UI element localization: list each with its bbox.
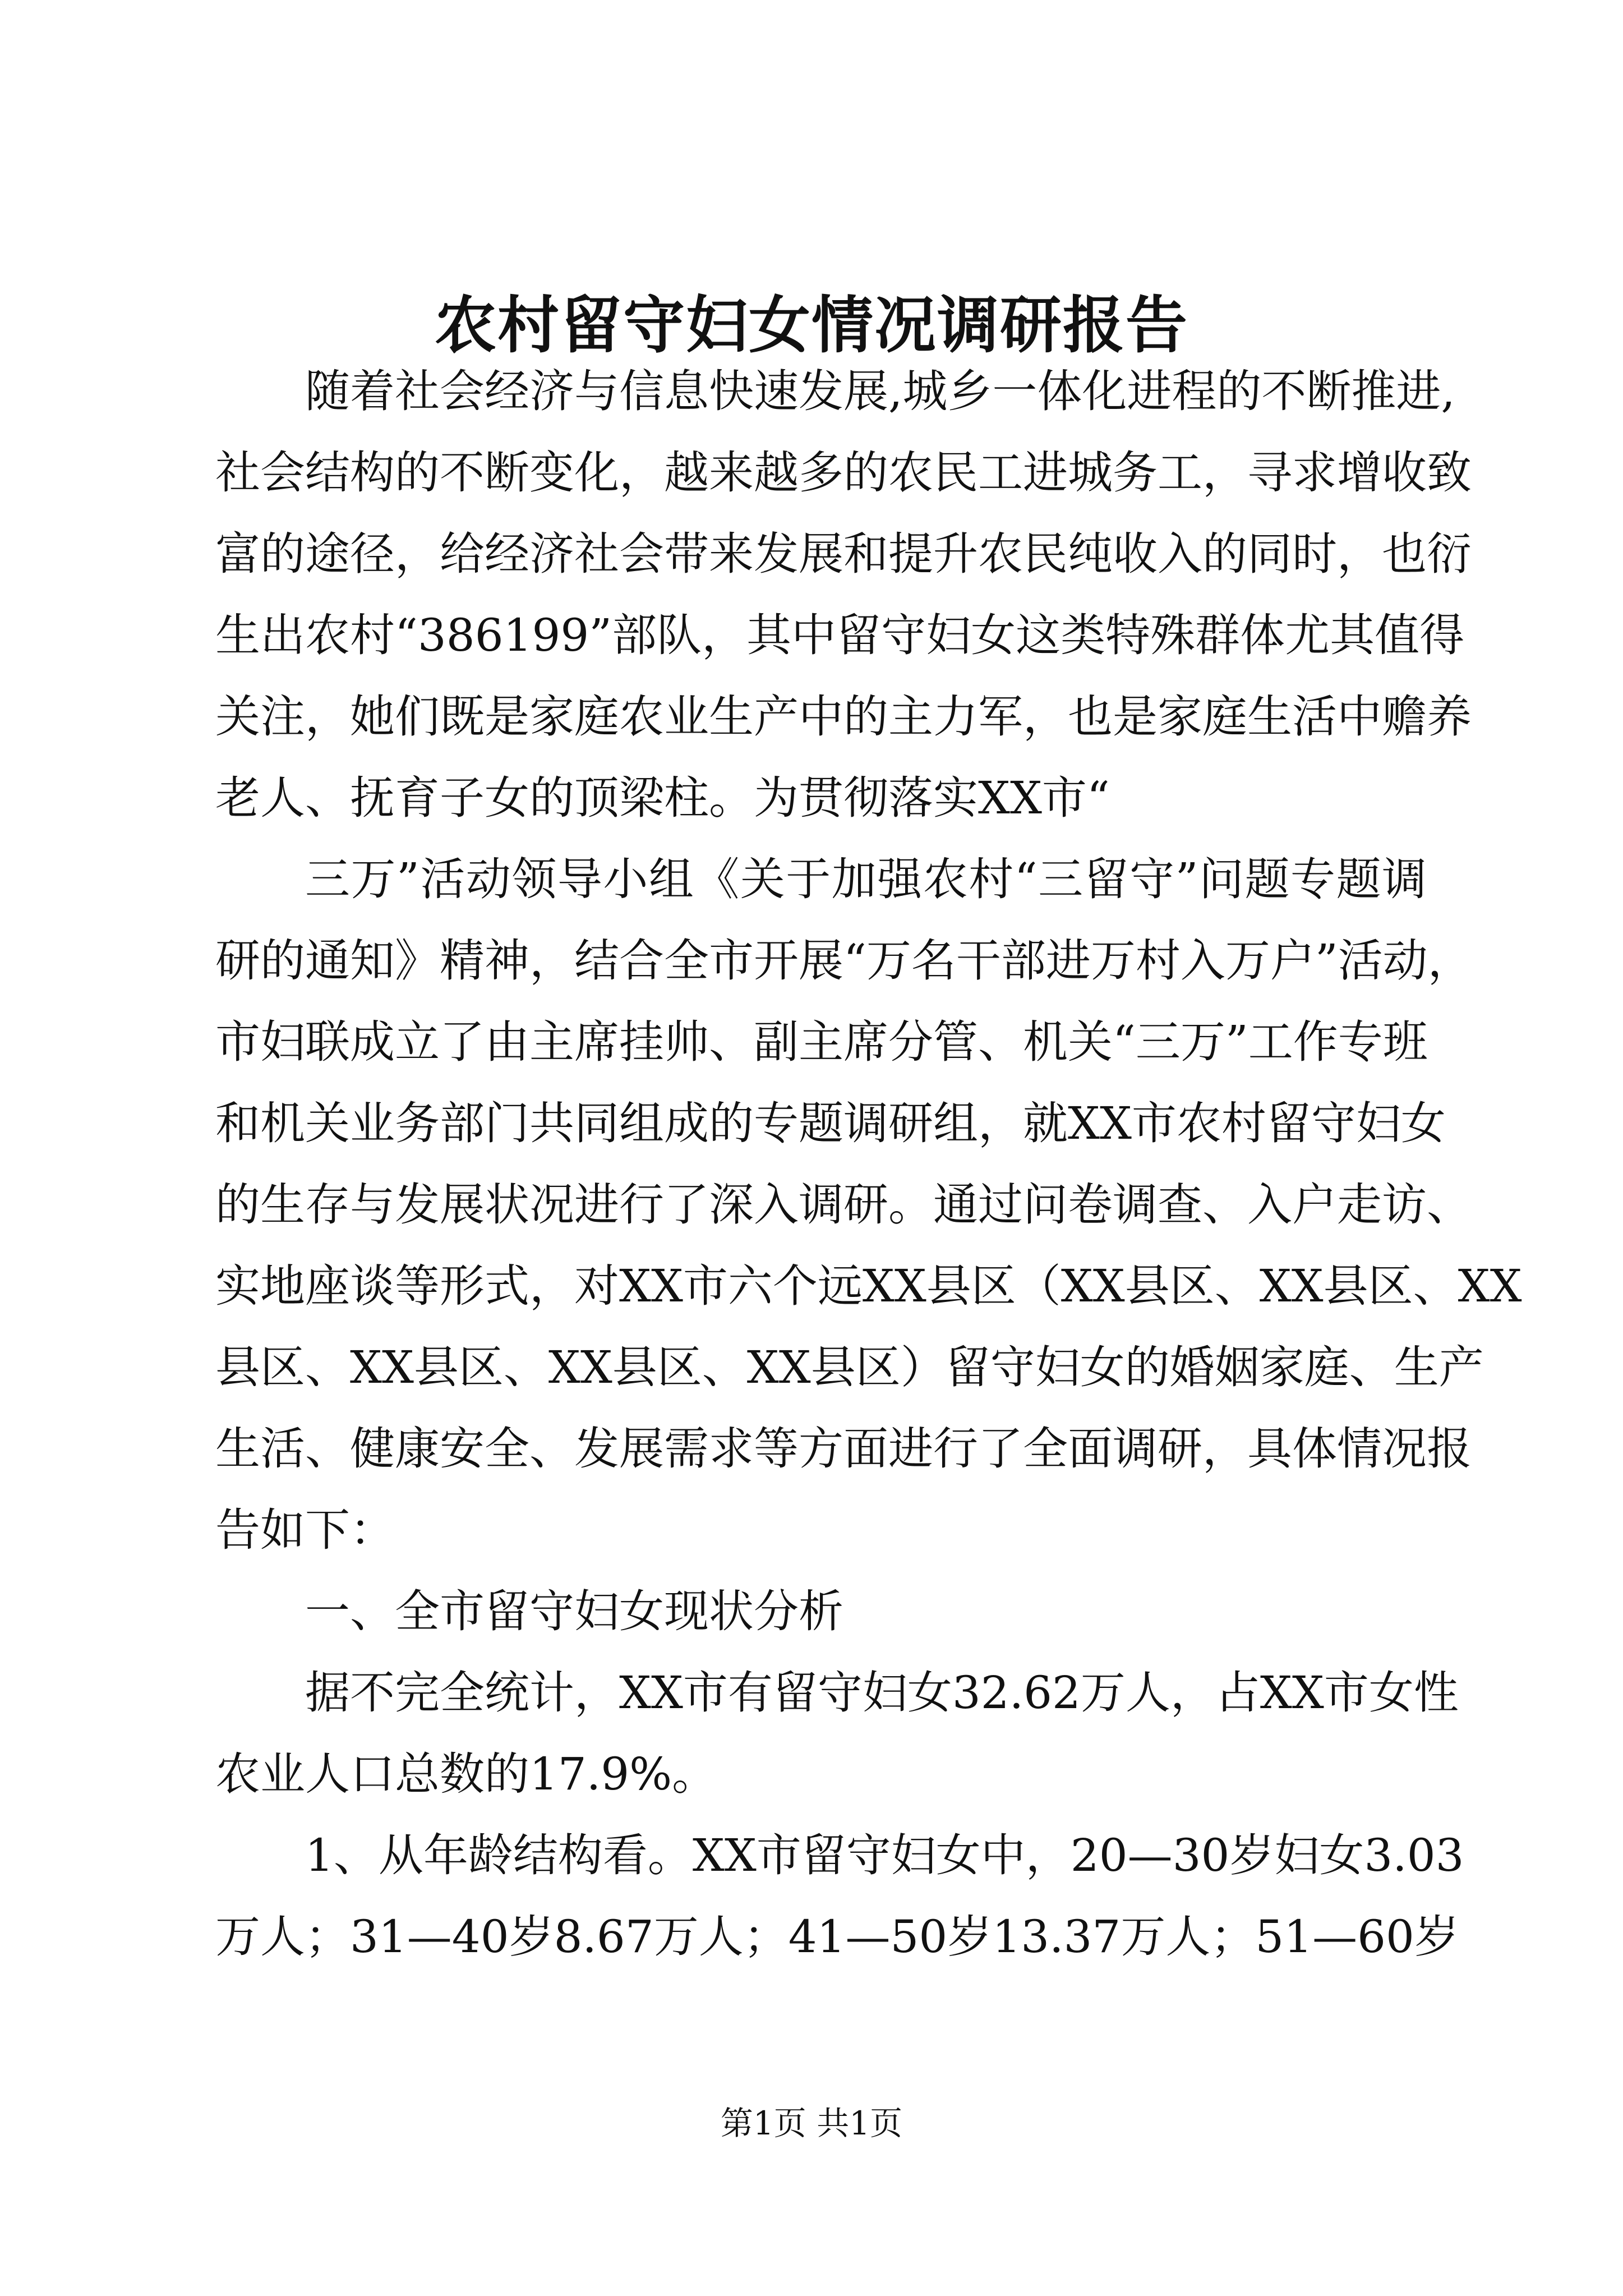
paragraph-1-line-5: 关注，她们既是家庭农业生产中的主力军，也是家庭生活中赡养 [215, 691, 1472, 743]
section-heading: 一、全市留守妇女现状分析 [305, 1585, 843, 1637]
paragraph-2-line-2: 研的通知》精神，结合全市开展“万名干部进万村入万户”活动， [215, 935, 1473, 987]
paragraph-1-line-6: 老人、抚育子女的顶梁柱。为贯彻落实XX市“ [215, 772, 1110, 824]
paragraph-2-line-3: 市妇联成立了由主席挂帅、副主席分管、机关“三万”工作专班 [215, 1016, 1428, 1068]
paragraph-1-line-1: 随着社会经济与信息快速发展,城乡一体化进程的不断推进, [305, 365, 1455, 417]
paragraph-2-line-6: 实地座谈等形式，对XX市六个远XX县区（XX县区、XX县区、XX [215, 1260, 1522, 1312]
page-footer: 第1页 共1页 [720, 2104, 903, 2142]
paragraph-5-line-1: 1、从年龄结构看。XX市留守妇女中，20—30岁妇女3.03 [305, 1829, 1464, 1881]
document-title: 农村留守妇女情况调研报告 [435, 289, 1188, 361]
paragraph-5-line-2: 万人；31—40岁8.67万人；41—50岁13.37万人；51—60岁 [215, 1911, 1459, 1963]
paragraph-2-line-4: 和机关业务部门共同组成的专题调研组，就XX市农村留守妇女 [215, 1097, 1446, 1149]
paragraph-1-line-2: 社会结构的不断变化，越来越多的农民工进城务工，寻求增收致 [215, 447, 1472, 499]
document-body [215, 351, 1522, 1977]
paragraph-2-line-7: 县区、XX县区、XX县区、XX县区）留守妇女的婚姻家庭、生产 [215, 1341, 1484, 1393]
paragraph-2-line-5: 的生存与发展状况进行了深入调研。通过问卷调查、入户走访、 [215, 1179, 1472, 1231]
paragraph-4-line-2: 农业人口总数的17.9%。 [215, 1748, 717, 1800]
paragraph-2-line-1: 三万”活动领导小组《关于加强农村“三留守”问题专题调 [305, 853, 1427, 905]
paragraph-1-line-4: 生出农村“386199”部队，其中留守妇女这类特殊群体尤其值得 [215, 609, 1465, 661]
paragraph-2-line-9: 告如下： [215, 1504, 395, 1556]
paragraph-1-line-3: 富的途径，给经济社会带来发展和提升农民纯收入的同时，也衍 [215, 528, 1472, 580]
paragraph-2-line-8: 生活、健康安全、发展需求等方面进行了全面调研，具体情况报 [215, 1423, 1472, 1475]
paragraph-4-line-1: 据不完全统计，XX市有留守妇女32.62万人，占XX市女性 [305, 1667, 1459, 1719]
